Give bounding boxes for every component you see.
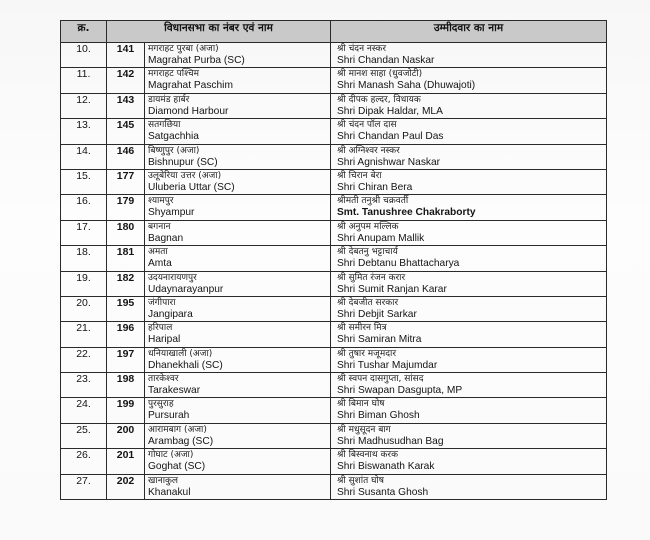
constituency-name-hindi: उलूबेरिया उत्तर (अजा) (148, 170, 222, 181)
constituency-name-english: Haripal (148, 334, 181, 346)
candidate-name-english: Shri Agnishwar Naskar (337, 156, 441, 168)
serial-cell: 11. (61, 68, 107, 93)
table-body (61, 43, 607, 500)
constituency-name-english: Pursurah (148, 410, 190, 422)
constituency-name-hindi: उदयनारायणपुर (148, 272, 197, 283)
candidate-name-english: Shri Debtanu Bhattacharya (337, 258, 460, 270)
constituency-name-hindi: खानाकुल (148, 475, 179, 486)
constituency-name-english: Magrahat Paschim (148, 80, 233, 92)
candidate-name-hindi: श्री मानश साहा (धुवजोटी) (337, 69, 423, 80)
candidate-name-hindi: श्रीमती तनुश्री चक्रवर्ती (337, 196, 409, 207)
constituency-name-hindi: धनियाखाली (अजा) (148, 348, 213, 359)
constituency-name-hindi: मगराहट पश्चिम (148, 69, 200, 80)
constituency-name-english: Magrahat Purba (SC) (148, 55, 245, 66)
candidate-name-hindi: श्री समीरन मित्र (337, 323, 387, 334)
candidate-name-hindi: श्री चिरान बेरा (337, 170, 382, 181)
table-row (61, 474, 607, 499)
constituency-name-hindi: तारकेश्वर (148, 374, 179, 385)
candidate-name-english: Shri Chandan Paul Das (337, 131, 444, 143)
constituency-number-cell: 177 (107, 169, 145, 194)
constituency-name-cell (145, 347, 331, 372)
constituency-name-english: Bishnupur (SC) (148, 156, 218, 168)
constituency-name-english: Shyampur (148, 207, 195, 219)
candidate-name-hindi: श्री बिमान घोष (337, 399, 385, 410)
constituency-name-english: Udaynarayanpur (148, 283, 224, 295)
candidate-name-hindi: श्री बिस्वनाथ करक (337, 450, 398, 461)
constituency-name-english: Jangipara (148, 308, 193, 320)
constituency-number-cell: 201 (107, 449, 145, 474)
table-row (61, 296, 607, 321)
header-serial: क्र. (61, 21, 107, 43)
constituency-name-hindi: हरिपाल (148, 323, 173, 334)
constituency-name-cell (145, 449, 331, 474)
constituency-name-english: Khanakul (148, 486, 191, 498)
header-row (61, 21, 607, 43)
constituency-name-english: Tarakeswar (148, 385, 201, 397)
table-header (61, 21, 607, 43)
table-row (61, 144, 607, 169)
table-row (61, 271, 607, 296)
candidate-name-hindi: श्री चंदन पॉल दास (337, 120, 397, 131)
constituency-number-cell: 142 (107, 68, 145, 93)
serial-cell: 22. (61, 347, 107, 372)
constituency-number-cell: 196 (107, 322, 145, 347)
constituency-name-cell (145, 271, 331, 296)
table-row (61, 347, 607, 372)
constituency-name-cell (145, 195, 331, 220)
constituency-number-cell: 141 (107, 43, 145, 68)
candidate-name-english: Shri Swapan Dasgupta, MP (337, 385, 463, 397)
table-row (61, 449, 607, 474)
table-row (61, 246, 607, 271)
candidate-name-english: Shri Chandan Naskar (337, 55, 435, 66)
candidate-name-cell (331, 449, 607, 474)
candidate-name-english: Shri Madhusudhan Bag (337, 435, 444, 447)
constituency-number-cell: 145 (107, 119, 145, 144)
candidate-name-hindi: श्री देबतनु भट्टाचार्य (337, 247, 398, 258)
candidate-name-english: Shri Susanta Ghosh (337, 486, 429, 498)
constituency-name-hindi: मगराहट पुरबा (अजा) (148, 44, 219, 54)
candidate-table (60, 20, 607, 500)
table-row (61, 169, 607, 194)
constituency-name-hindi: बगनान (148, 221, 171, 232)
constituency-number-cell: 199 (107, 398, 145, 423)
constituency-number-cell: 181 (107, 246, 145, 271)
candidate-name-cell (331, 246, 607, 271)
constituency-name-cell (145, 93, 331, 118)
header-candidate: उम्मीदवार का नाम (331, 21, 607, 43)
candidate-name-hindi: श्री चंदन नस्कर (337, 44, 387, 54)
constituency-name-cell (145, 169, 331, 194)
serial-cell: 14. (61, 144, 107, 169)
candidate-name-hindi: श्री अनुपम मल्लिक (337, 221, 399, 232)
constituency-name-english: Diamond Harbour (148, 105, 229, 117)
candidate-name-english: Smt. Tanushree Chakraborty (337, 207, 476, 219)
serial-cell: 17. (61, 220, 107, 245)
constituency-name-hindi: सतगछिया (148, 120, 181, 131)
constituency-number-cell: 200 (107, 423, 145, 448)
serial-cell: 19. (61, 271, 107, 296)
candidate-name-english: Shri Samiran Mitra (337, 334, 422, 346)
candidate-name-english: Shri Debjit Sarkar (337, 308, 417, 320)
constituency-name-cell (145, 423, 331, 448)
constituency-name-hindi: आरामबाग (अजा) (148, 424, 207, 435)
table-row (61, 220, 607, 245)
constituency-number-cell: 143 (107, 93, 145, 118)
candidate-name-hindi: श्री देबजीत सरकार (337, 297, 399, 308)
constituency-name-cell (145, 296, 331, 321)
constituency-name-cell (145, 373, 331, 398)
candidate-name-english: Shri Tushar Majumdar (337, 359, 438, 371)
candidate-name-cell (331, 423, 607, 448)
candidate-name-cell (331, 43, 607, 68)
serial-cell: 18. (61, 246, 107, 271)
serial-cell: 13. (61, 119, 107, 144)
candidate-name-english: Shri Anupam Mallik (337, 232, 425, 244)
candidate-name-english: Shri Dipak Haldar, MLA (337, 105, 443, 117)
constituency-name-hindi: अमता (148, 247, 168, 258)
candidate-name-english: Shri Biman Ghosh (337, 410, 420, 422)
candidate-name-english: Shri Biswanath Karak (337, 461, 435, 473)
candidate-name-cell (331, 93, 607, 118)
constituency-name-cell (145, 43, 331, 68)
candidate-name-cell (331, 119, 607, 144)
candidate-name-cell (331, 195, 607, 220)
candidate-name-hindi: श्री तुषार मजूमदार (337, 348, 397, 359)
candidate-name-cell (331, 220, 607, 245)
table-row (61, 322, 607, 347)
candidate-name-cell (331, 169, 607, 194)
table-row (61, 43, 607, 68)
constituency-name-cell (145, 398, 331, 423)
constituency-name-cell (145, 322, 331, 347)
constituency-number-cell: 198 (107, 373, 145, 398)
table-row (61, 68, 607, 93)
constituency-name-hindi: श्यामपुर (148, 196, 174, 207)
constituency-number-cell: 197 (107, 347, 145, 372)
constituency-name-english: Goghat (SC) (148, 461, 206, 473)
constituency-name-cell (145, 474, 331, 499)
constituency-number-cell: 146 (107, 144, 145, 169)
serial-cell: 12. (61, 93, 107, 118)
constituency-number-cell: 182 (107, 271, 145, 296)
constituency-number-cell: 202 (107, 474, 145, 499)
constituency-name-english: Bagnan (148, 232, 184, 244)
serial-cell: 20. (61, 296, 107, 321)
serial-cell: 23. (61, 373, 107, 398)
constituency-name-hindi: गोघाट (अजा) (148, 450, 194, 461)
candidate-name-cell (331, 271, 607, 296)
candidate-name-hindi: श्री अग्निश्वर नस्कर (337, 145, 400, 156)
candidate-name-hindi: श्री सुशांत घोष (337, 475, 384, 486)
table-row (61, 93, 607, 118)
constituency-name-cell (145, 144, 331, 169)
constituency-number-cell: 180 (107, 220, 145, 245)
table-row (61, 195, 607, 220)
serial-cell: 16. (61, 195, 107, 220)
serial-cell: 25. (61, 423, 107, 448)
serial-cell: 21. (61, 322, 107, 347)
candidate-name-hindi: श्री मधुसूदन बाग (337, 424, 391, 435)
constituency-name-hindi: पुरसुराह (148, 399, 174, 410)
table-row (61, 423, 607, 448)
candidate-name-cell (331, 322, 607, 347)
candidate-name-hindi: श्री स्वपन दासगुप्ता, सांसद (337, 374, 424, 385)
table-row (61, 119, 607, 144)
candidate-name-cell (331, 296, 607, 321)
constituency-number-cell: 179 (107, 195, 145, 220)
constituency-number-cell: 195 (107, 296, 145, 321)
serial-cell: 26. (61, 449, 107, 474)
constituency-name-english: Arambag (SC) (148, 435, 214, 447)
serial-cell: 24. (61, 398, 107, 423)
table-row (61, 373, 607, 398)
constituency-name-hindi: बिष्णुपुर (अजा) (148, 145, 200, 156)
candidate-name-english: Shri Sumit Ranjan Karar (337, 283, 447, 295)
constituency-name-english: Satgachhia (148, 131, 199, 143)
constituency-name-hindi: डायमंड हार्बर (148, 94, 190, 105)
serial-cell: 10. (61, 43, 107, 68)
candidate-name-english: Shri Manash Saha (Dhuwajoti) (337, 80, 476, 92)
candidate-name-english: Shri Chiran Bera (337, 181, 413, 193)
candidate-name-hindi: श्री दीपक हल्दर, विधायक (337, 94, 421, 105)
candidate-name-cell (331, 144, 607, 169)
constituency-name-cell (145, 220, 331, 245)
header-constituency: विधानसभा का नंबर एवं नाम (107, 21, 331, 43)
table-row (61, 398, 607, 423)
constituency-name-cell (145, 246, 331, 271)
constituency-name-hindi: जंगीपारा (148, 297, 176, 308)
constituency-name-english: Amta (148, 258, 172, 270)
constituency-name-english: Uluberia Uttar (SC) (148, 181, 235, 193)
candidate-name-cell (331, 68, 607, 93)
serial-cell: 27. (61, 474, 107, 499)
candidate-name-cell (331, 373, 607, 398)
candidate-name-cell (331, 398, 607, 423)
serial-cell: 15. (61, 169, 107, 194)
candidate-name-hindi: श्री सुमित रंजन करार (337, 272, 406, 283)
constituency-name-cell (145, 119, 331, 144)
constituency-name-cell (145, 68, 331, 93)
candidate-name-cell (331, 474, 607, 499)
constituency-name-english: Dhanekhali (SC) (148, 359, 223, 371)
candidate-name-cell (331, 347, 607, 372)
